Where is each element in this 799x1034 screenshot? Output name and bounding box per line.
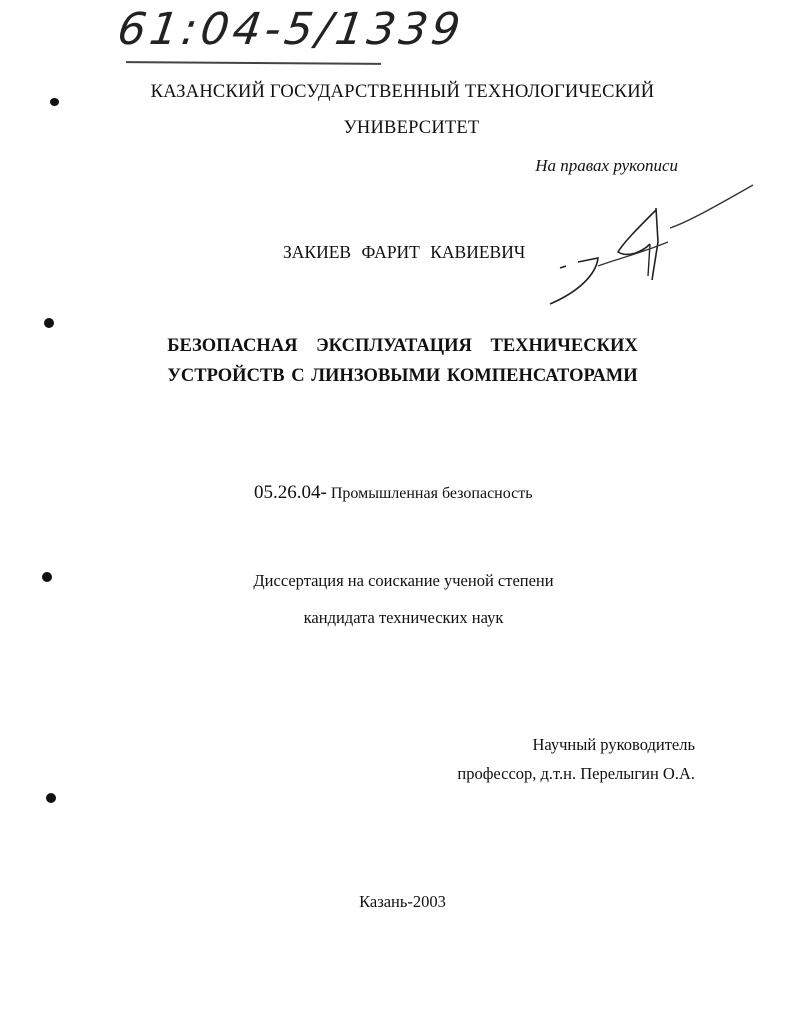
university-name-line1: КАЗАНСКИЙ ГОСУДАРСТВЕННЫЙ ТЕХНОЛОГИЧЕСКИЙ <box>150 82 655 102</box>
degree-line1: Диссертация на соискание ученой степени <box>253 571 554 590</box>
archive-code-underline <box>126 61 381 65</box>
archive-code-handwritten: 61:04-5/1339 <box>114 4 468 55</box>
punch-hole-icon <box>46 793 56 803</box>
punch-hole-icon <box>44 318 54 328</box>
city-year: Казань-2003 <box>359 892 446 911</box>
author-name: ЗАКИЕВ ФАРИТ КАВИЕВИЧ <box>283 242 526 262</box>
specialty-name: Промышленная безопасность <box>330 485 533 502</box>
title-line2: УСТРОЙСТВ С ЛИНЗОВЫМИ КОМПЕНСАТОРАМИ <box>167 366 638 386</box>
specialty <box>254 482 533 504</box>
degree-line2: кандидата технических наук <box>303 608 504 627</box>
rights-note: На правах рукописи <box>535 156 678 175</box>
supervisor-name: профессор, д.т.н. Перелыгин О.А. <box>457 764 695 783</box>
supervisor-role: Научный руководитель <box>532 735 695 754</box>
title-line1: БЕЗОПАСНАЯ ЭКСПЛУАТАЦИЯ ТЕХНИЧЕСКИХ <box>167 336 638 356</box>
university-name-line2: УНИВЕРСИТЕТ <box>343 118 480 138</box>
signature-icon <box>538 180 758 310</box>
specialty-code: 05.26.04- <box>254 482 327 503</box>
